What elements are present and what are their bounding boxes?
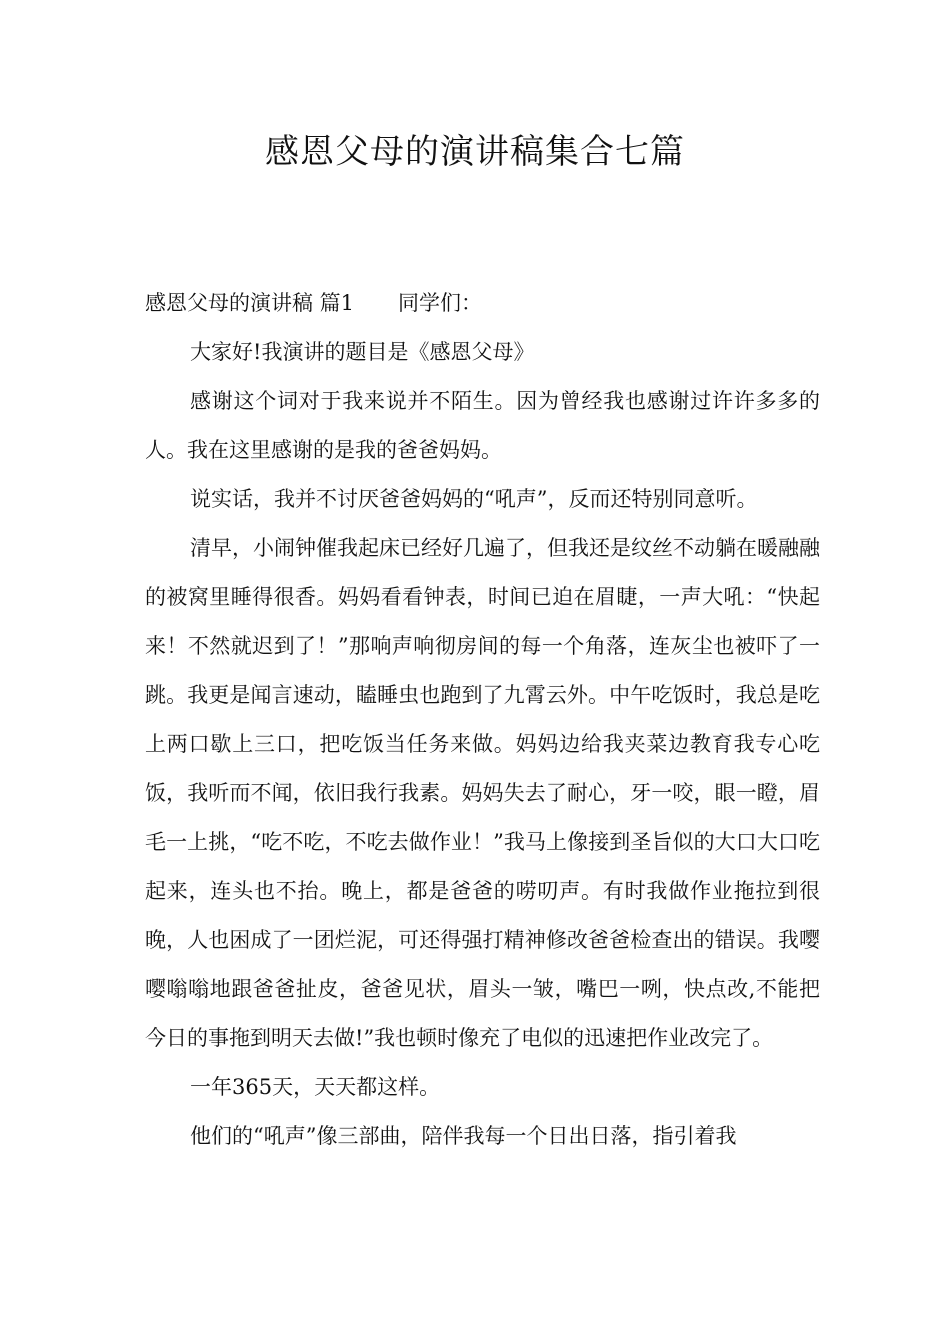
document-body bbox=[145, 279, 820, 1161]
section-heading-label: 感恩父母的演讲稿 篇1 bbox=[145, 291, 355, 315]
salutation: 同学们： bbox=[398, 291, 483, 315]
paragraph: 感谢这个词对于我来说并不陌生。因为曾经我也感谢过许许多多的人。我在这里感谢的是我的爸爸妈妈。 bbox=[145, 389, 820, 462]
paragraph: 大家好!我演讲的题目是《感恩父母》 bbox=[190, 340, 535, 364]
paragraph: 他们的“吼声”像三部曲，陪伴我每一个日出日落，指引着我 bbox=[190, 1124, 737, 1148]
heading-line bbox=[145, 279, 820, 328]
paragraph: 一年365天，天天都这样。 bbox=[190, 1075, 441, 1099]
document-title: 感恩父母的演讲稿集合七篇 bbox=[265, 132, 685, 172]
paragraph: 清早，小闹钟催我起床已经好几遍了，但我还是纹丝不动躺在暖融融的被窝里睡得很香。妈妈看看钟表，时间已迫在眉睫，一声大吼：“快起来！不然就迟到了！”那响声响彻房间的每一个角落，连灰尘也被吓了一跳。我更是闻言速动，瞌睡虫也跑到了九霄云外。中午吃饭时，我总是吃上两口歇上三口，把吃饭当任务来做。妈妈边给我夹菜边教育我专心吃饭，我听而不闻，依旧我行我素。妈妈失去了耐心，牙一咬，眼一瞪，眉毛一上挑，“吃不吃，不吃去做作业！”我马上像接到圣旨似的大口大口吃起来，连头也不抬。晚上，都是爸爸的唠叨声。有时我做作业拖拉到很晚，人也困成了一团烂泥，可还得强打精神修改爸爸检查出的错误。我嘤嘤嗡嗡地跟爸爸扯皮，爸爸见状，眉头一皱，嘴巴一咧，快点改,不能把今日的事拖到明天去做!”我也顿时像充了电似的迅速把作业改完了。 bbox=[145, 536, 820, 1050]
paragraph: 说实话，我并不讨厌爸爸妈妈的“吼声”，反而还特别同意听。 bbox=[190, 487, 758, 511]
